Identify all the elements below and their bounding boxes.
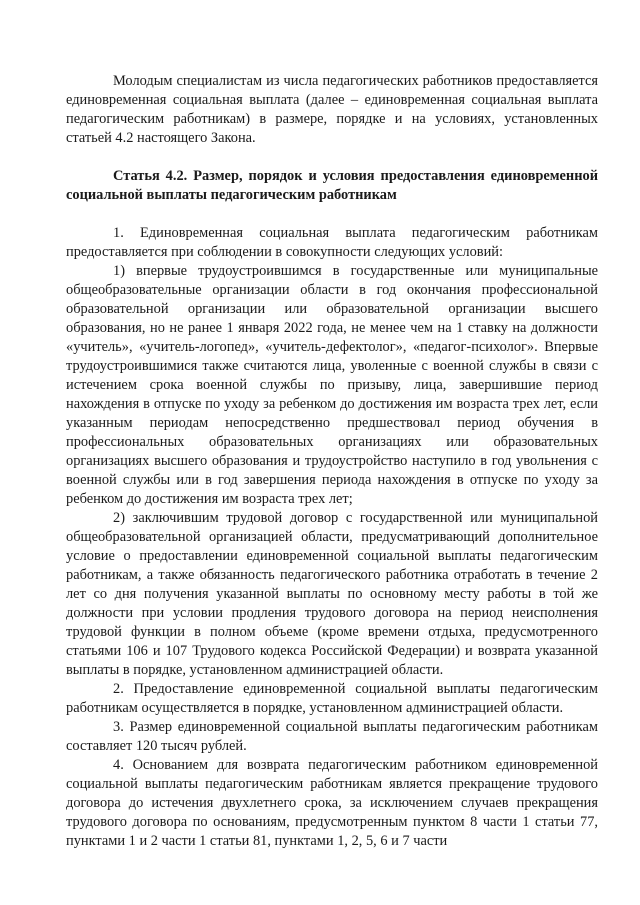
intro-paragraph: Молодым специалистам из числа педагогических работников предоставляется единовременная социальная выплата (далее – единовременная социальная выплата педагогическим работникам) в размере, порядке и на условиях, установленных статьей 4.2 настоящего Закона. [66,73,598,146]
document-body [66,72,598,851]
clause-1-item-1: 1) впервые трудоустроившимся в государственные или муниципальные общеобразовательные организации области в год окончания профессиональной образовательной организации или образовательной организации высшего образования, но не ранее 1 января 2022 года, не менее чем на 1 ставку на должности «учитель», «учитель-логопед», «учитель-дефектолог», «педагог-психолог». Впервые трудоустроившимися также считаются лица, уволенные с военной службы в связи с истечением срока военной службы по призыву, лица, завершившие период нахождения в отпуске по уходу за ребенком до достижения им возраста трех лет, если указанным периодам непосредственно предшествовал период обучения в профессиональных образовательных организациях или образовательных организациях высшего образования и трудоустройство наступило в год увольнения с военной службы или в год завершения периода нахождения в отпуске по уходу за ребенком до достижения им возраста трех лет; [66,263,598,507]
article-heading: Статья 4.2. Размер, порядок и условия предоставления единовременной социальной выплаты педагогическим работникам [66,168,598,203]
clause-3: 3. Размер единовременной социальной выплаты педагогическим работникам составляет 120 тысяч рублей. [66,719,598,754]
clause-1-item-2: 2) заключившим трудовой договор с государственной или муниципальной общеобразовательной организацией области, предусматривающий дополнительное условие о предоставлении единовременной социальной выплаты педагогическим работникам, а также обязанность педагогического работника отработать в течение 2 лет со дня получения указанной выплаты по основному месту работы в той же должности при условии продления трудового договора на период неисполнения трудовой функции в полном объеме (кроме времени отдыха, предусмотренного статьями 106 и 107 Трудового кодекса Российской Федерации) и возврата указанной выплаты в порядке, установленном администрацией области. [66,510,598,678]
clause-1: 1. Единовременная социальная выплата педагогическим работникам предоставляется при соблюдении в совокупности следующих условий: [66,225,598,260]
clause-2: 2. Предоставление единовременной социальной выплаты педагогическим работникам осуществляется в порядке, установленном администрацией области. [66,681,598,716]
clause-4: 4. Основанием для возврата педагогическим работником единовременной социальной выплаты педагогическим работникам является прекращение трудового договора до истечения двухлетнего срока, за исключением случаев прекращения трудового договора по основаниям, предусмотренным пунктом 8 части 1 статьи 77, пунктами 1 и 2 части 1 статьи 81, пунктами 1, 2, 5, 6 и 7 части [66,757,598,849]
